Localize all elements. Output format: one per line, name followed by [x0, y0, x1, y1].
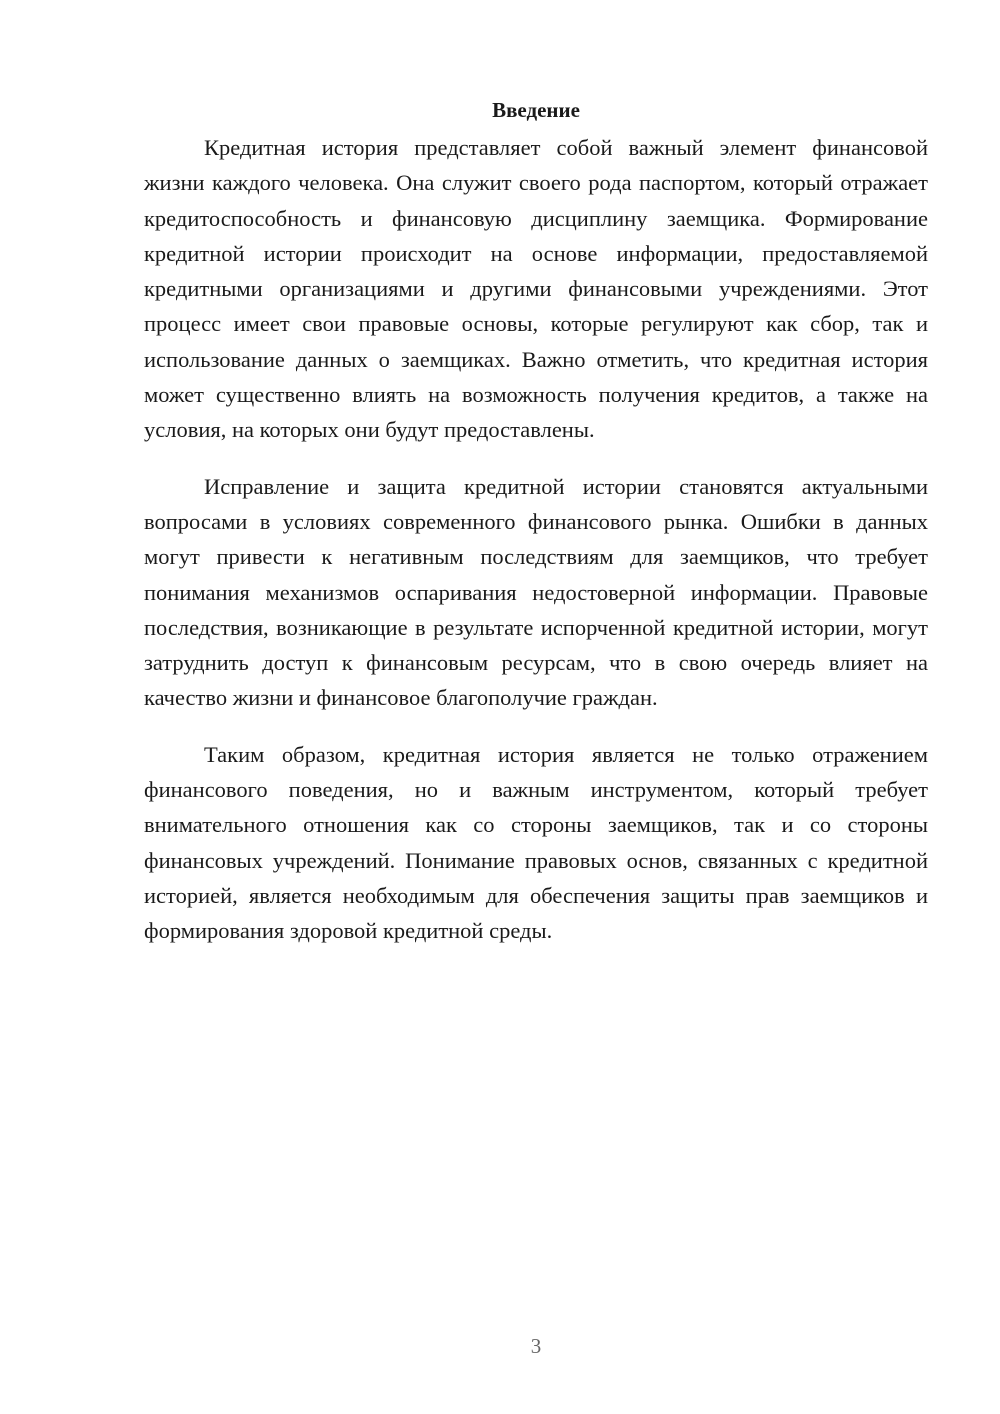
paragraph-3: Таким образом, кредитная история является не только отражением финансового поведения, но и важным инструментом, который требует внимательного отношения как со стороны заемщиков, так и со стороны финансовых учреждений. Понимание правовых основ, связанных с кредитной историей, является необходимым для обеспечения защиты прав заемщиков и формирования здоровой кредитной среды.: [144, 741, 928, 944]
section-heading: Введение: [492, 98, 580, 122]
page-number: 3: [530, 1334, 542, 1358]
paragraph-2: Исправление и защита кредитной истории становятся актуальными вопросами в условиях современного финансового рынка. Ошибки в данных могут привести к негативным последствиям для заемщиков, что требует понимания механизмов оспаривания недостоверной информации. Правовые последствия, возникающие в результате испорченной кредитной истории, могут затруднить доступ к финансовым ресурсам, что в свою очередь влияет на качество жизни и финансовое благополучие граждан.: [144, 473, 928, 711]
paragraph-1: Кредитная история представляет собой важный элемент финансовой жизни каждого человека. Она служит своего рода паспортом, который отражает кредитоспособность и финансовую дисциплину заемщика. Формирование кредитной истории происходит на основе информации, предоставляемой кредитными организациями и другими финансовыми учреждениями. Этот процесс имеет свои правовые основы, которые регулируют как сбор, так и использование данных о заемщиках. Важно отметить, что кредитная история может существенно влиять на возможность получения кредитов, а также на условия, на которых они будут предоставлены.: [144, 135, 928, 443]
page-content: [144, 92, 928, 970]
